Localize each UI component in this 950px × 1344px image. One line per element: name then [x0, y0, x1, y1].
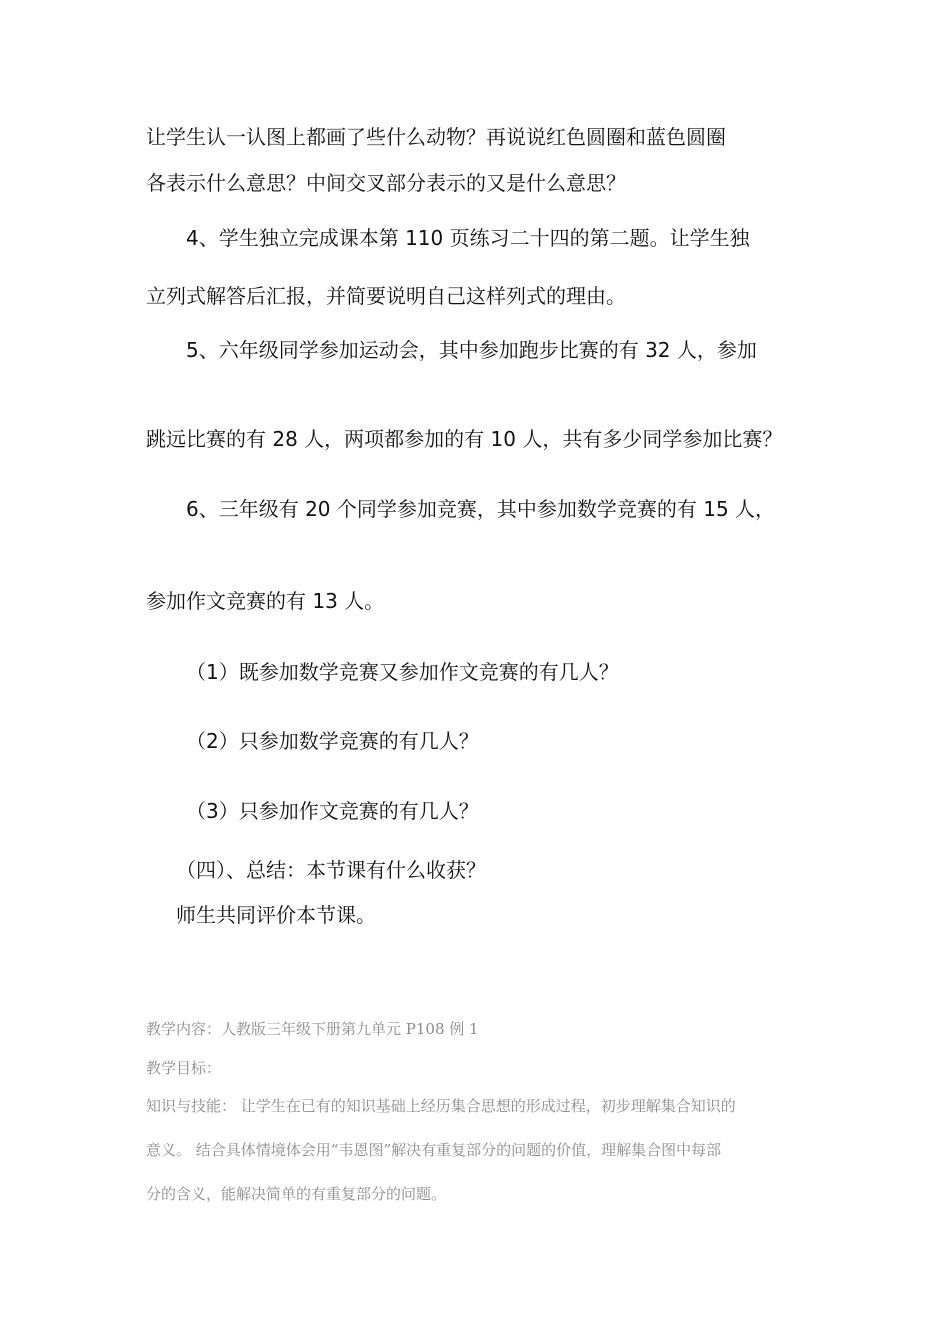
skills-line: 意义。 结合具体情境体会用“韦恩图”解决有重复部分的问题的价值，理解集合图中每部 — [146, 1141, 722, 1159]
question-1: （1）既参加数学竞赛又参加作文竞赛的有几人？ — [186, 660, 619, 684]
summary-heading: （四）、总结：本节课有什么收获？ — [176, 858, 486, 882]
exercise-4-line: 4、学生独立完成课本第 110 页练习二十四的第二题。让学生独 — [186, 226, 750, 250]
exercise-5-line: 跳远比赛的有 28 人，两项都参加的有 10 人，共有多少同学参加比赛？ — [146, 427, 783, 451]
exercise-6-line: 6、三年级有 20 个同学参加竞赛，其中参加数学竞赛的有 15 人， — [186, 497, 776, 521]
skills-line: 分的含义，能解决简单的有重复部分的问题。 — [146, 1185, 447, 1203]
teaching-goals-label: 教学目标： — [146, 1059, 222, 1077]
skills-line: 知识与技能： 让学生在已有的知识基础上经历集合思想的形成过程，初步理解集合知识的 — [146, 1097, 736, 1115]
exercise-5-line: 5、六年级同学参加运动会，其中参加跑步比赛的有 32 人，参加 — [186, 338, 757, 362]
question-3: （3）只参加作文竞赛的有几人？ — [186, 799, 479, 823]
question-2: （2）只参加数学竞赛的有几人？ — [186, 729, 479, 753]
teaching-content: 教学内容：人教版三年级下册第九单元 P108 例 1 — [146, 1020, 479, 1038]
exercise-6-line: 参加作文竞赛的有 13 人。 — [146, 589, 385, 613]
paragraph-line: 让学生认一认图上都画了些什么动物？再说说红色圆圈和蓝色圆圈 — [146, 125, 726, 149]
exercise-4-line: 立列式解答后汇报，并简要说明自己这样列式的理由。 — [146, 284, 626, 308]
evaluation-line: 师生共同评价本节课。 — [176, 903, 376, 927]
paragraph-line: 各表示什么意思？中间交叉部分表示的又是什么意思？ — [146, 171, 626, 195]
